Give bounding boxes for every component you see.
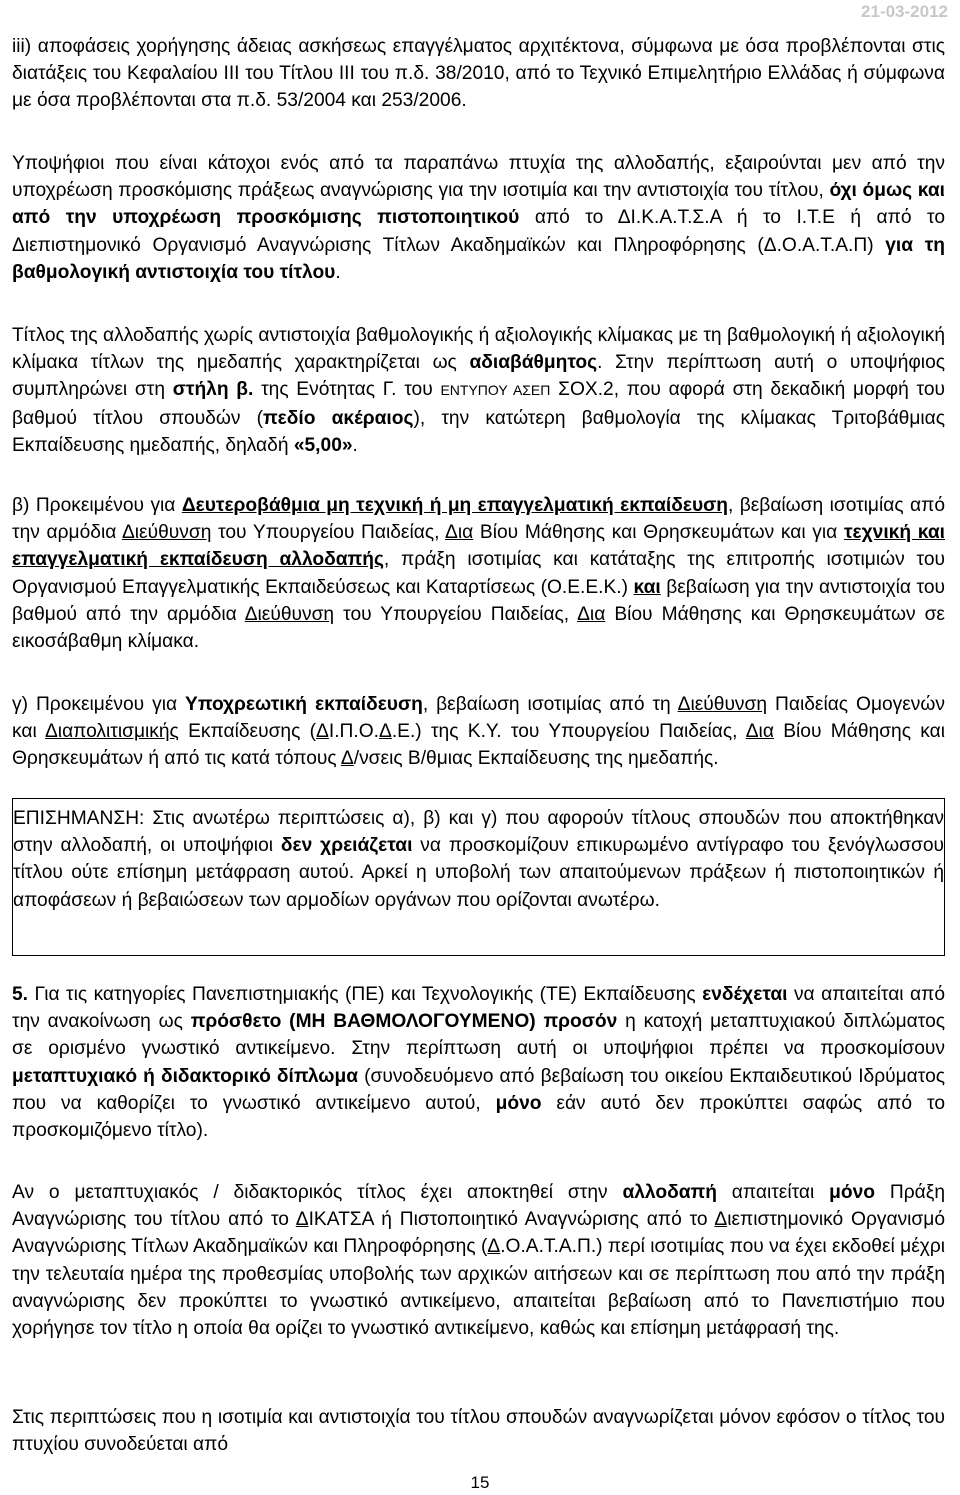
paragraph-equivalence-cases — [12, 1404, 945, 1458]
text-run: βεβαίωση για την αντιστοιχία του βαθμού από την αρμόδια — [12, 576, 946, 625]
text-run: Βίου Μάθησης και Θρησκευμάτων ή από τις κατά τόπους — [12, 721, 945, 770]
underline-run: Διεύθυνση — [121, 522, 212, 544]
bold-run: δεν χρειάζεται — [280, 835, 413, 857]
underline-run: Δ — [340, 748, 354, 770]
paragraph-ungraded-title — [12, 322, 945, 459]
bold-run: πεδίο ακέραιος — [262, 407, 414, 429]
page-number: 15 — [470, 1473, 490, 1492]
paragraph-foreign-postgraduate — [12, 1179, 945, 1342]
section-number: 5. — [12, 984, 29, 1005]
text-run: , βεβαίωση ισοτιμίας από τη — [422, 694, 678, 715]
text-run: , βεβαίωση ισοτιμίας από την αρμόδια — [12, 495, 945, 544]
bold-run: όχι όμως και από την υποχρέωση προσκόμισης πιστοποιητικού — [12, 180, 945, 229]
text-run: Παιδείας Ομογενών και — [12, 694, 945, 743]
bold-run: «5,00» — [293, 434, 353, 456]
bold-run: μεταπτυχιακό ή διδακτορικό δίπλωμα — [12, 1065, 359, 1087]
text-run: Ι.Π.Ο. — [328, 721, 379, 743]
bold-run: αλλοδαπή — [622, 1182, 717, 1203]
text-run: ιεπιστημονικό Οργανισμό Αναγνώρισης Τίτλων Ακαδημαϊκών και Πληροφόρησης ( — [12, 1209, 946, 1258]
underline-run: Δ — [316, 721, 329, 743]
text-run: η κατοχή μεταπτυχιακού διπλώματος σε ορισμένο γνωστικό αντικείμενο. Στην περίπτωση αυτή οι υποψήφιοι πρέπει να προσκομίσουν — [12, 1011, 946, 1060]
notice-box — [12, 798, 945, 956]
text-run: /νσεις Β/θμιας Εκπαίδευσης της ημεδαπής. — [353, 748, 719, 770]
bold-run: αδιαβάθμητος — [469, 352, 598, 374]
bold-underline-run: Δευτεροβάθμια μη τεχνική ή μη επαγγελματική εκπαίδευση — [181, 495, 728, 516]
text-run: της Ενότητας Γ. του — [253, 379, 441, 401]
bold-run: για τη βαθμολογική αντιστοιχία του τίτλου — [12, 234, 945, 283]
bold-run: ενδέχεται — [702, 984, 788, 1005]
text-run: να απαιτείται από την ανακοίνωση ως — [12, 984, 946, 1033]
text-run: ΙΚΑΤΣΑ ή Πιστοποιητικό Αναγνώρισης από το — [308, 1209, 715, 1231]
text-run: Υποψήφιοι που είναι κάτοχοι ενός από τα παραπάνω πτυχία της αλλοδαπής, εξαιρούνται μεν από την υποχρέωση προσκόμισης πράξεως αναγνώρισης για την ισοτιμία και την αντιστοιχία του τίτλου, — [12, 153, 945, 202]
underline-run: Διεύθυνση — [244, 603, 335, 625]
text-run: , πράξη ισοτιμίας και κατάταξης της επιτροπής ισοτιμιών του Οργανισμού Επαγγελματικής Εκπαιδεύσεως και Καταρτίσεως (Ο.Ε.Ε.Κ.) — [12, 549, 945, 598]
text-run: απαιτείται — [716, 1182, 830, 1203]
text-run: Αν ο μεταπτυχιακός / διδακτορικός τίτλος έχει αποκτηθεί στην — [12, 1182, 623, 1203]
underline-run: Δ — [487, 1236, 501, 1258]
text-run: του Υπουργείου Παιδείας, — [334, 603, 578, 625]
underline-run: Δια — [745, 721, 774, 743]
paragraph-iii — [12, 33, 945, 115]
text-run: Πράξη Αναγνώρισης του τίτλου από το — [12, 1182, 945, 1231]
bold-run: πρόσθετο (ΜΗ ΒΑΘΜΟΛΟΓΟΥΜΕΝΟ) προσόν — [190, 1011, 618, 1033]
text-run: β) Προκειμένου για — [12, 495, 182, 516]
paragraph-text: iii) αποφάσεις χορήγησης άδειας ασκήσεως επαγγέλματος αρχιτέκτονα, σύμφωνα με όσα προβλέπονται στις διατάξεις του Κεφαλαίου ΙΙΙ του Τίτλου ΙΙΙ του π.δ. 38/2010, από το Τεχνικό Επιμελητήριο Ελλάδας ή σύμφωνα με όσα προβλέπονται στα π.δ. 53/2004 και 253/2006. — [12, 36, 945, 112]
underline-run: Δ — [295, 1209, 309, 1231]
header-date: 21-03-2012 — [861, 2, 948, 21]
text-run: . Στην περίπτωση αυτή ο υποψήφιος συμπληρώνει στη — [12, 352, 945, 401]
paragraph-candidates-foreign — [12, 150, 945, 286]
bold-run: στήλη β. — [172, 379, 254, 401]
text-run: . — [335, 261, 341, 283]
text-run: Βίου Μάθησης και Θρησκευμάτων σε εικοσάβαθμη κλίμακα. — [12, 603, 945, 653]
bold-run: μόνο — [829, 1182, 875, 1203]
underline-run: Διεύθυνση — [677, 694, 768, 715]
text-run: εάν αυτό δεν προκύπτει σαφώς από το προσκομιζόμενο τίτλο). — [12, 1092, 946, 1142]
text-run: ΕΠΙΣΗΜΑΝΣΗ: Στις ανωτέρω περιπτώσεις α), β) και γ) που αφορούν τίτλους σπουδών που αποκτήθηκαν στην αλλοδαπή, οι υποψήφιοι — [13, 808, 944, 857]
text-run: Εκπαίδευσης ( — [178, 721, 317, 743]
text-run: ΔΙ.Κ.Α.Τ.Σ.Α ή το Ι.Τ.Ε ή από το Διεπιστημονικό Οργανισμό Αναγνώρισης Τίτλων Ακαδημαϊκών και Πληροφόρησης (Δ.Ο.Α.Τ.Α.Π) — [12, 207, 945, 256]
text-run: Βίου Μάθησης και Θρησκευμάτων και για — [473, 522, 844, 544]
text-run: ΣΟΧ.2, που αφορά στη δεκαδική μορφή του βαθμού τίτλου σπουδών ( — [12, 379, 945, 429]
text-run: του Υπουργείου Παιδείας, — [211, 522, 446, 544]
underline-run: Δια — [577, 603, 606, 625]
text-run: ), την κατώτερη βαθμολογία της κλίμακας Τριτοβάθμιας Εκπαίδευσης ημεδαπής, δηλαδή — [12, 407, 945, 456]
underline-run: Διαπολιτισμικής — [44, 721, 179, 743]
text-run: .Ε.) της Κ.Υ. του Υπουργείου Παιδείας, — [391, 721, 746, 743]
text-run: . — [352, 434, 358, 456]
notice-text — [13, 805, 944, 914]
bold-run: μόνο — [495, 1092, 542, 1114]
underline-run: Δια — [445, 522, 474, 544]
text-run: (συνοδευόμενο από βεβαίωση του οικείου Εκπαιδευτικού Ιδρύματος που να καθορίζει το γνωστικό αντικείμενο αυτού, — [12, 1065, 946, 1114]
paragraph-compulsory-education — [12, 691, 945, 773]
bold-run: Υποχρεωτική εκπαίδευση — [185, 694, 423, 715]
text-run: Στις περιπτώσεις που η ισοτιμία και αντιστοιχία του τίτλου σπουδών αναγνωρίζεται μόνον εφόσον ο τίτλος του πτυχίου συνοδεύεται από — [12, 1407, 945, 1456]
underline-run: Δ — [378, 721, 392, 743]
paragraph-5-postgraduate — [12, 981, 945, 1144]
bold-underline-run: τεχνική και επαγγελματική εκπαίδευση αλλοδαπής — [12, 522, 945, 571]
bold-underline-run: και — [633, 576, 661, 598]
text-run: Για τις κατηγορίες Πανεπιστημιακής (ΠΕ) και Τεχνολογικής (ΤΕ) Εκπαίδευσης — [28, 984, 703, 1005]
text-run: Τίτλος της αλλοδαπής χωρίς αντιστοιχία βαθμολογικής ή αξιολογικής κλίμακας με τη βαθμολογική ή αξιολογική κλίμακα τίτλων της ημεδαπής χαρακτηρίζεται ως — [12, 325, 945, 374]
paragraph-secondary-education — [12, 492, 945, 655]
text-run: από το — [519, 207, 618, 229]
text-run: γ) Προκειμένου για — [12, 694, 186, 715]
text-run: να προσκομίζουν επικυρωμένο αντίγραφο του ξενόγλωσσου τίτλου ούτε επίσημη μετάφραση αυτού. Αρκεί η υποβολή των απαιτούμενων πράξεων ή πιστοποιητικών ή αποφάσεων ή βεβαιώσεων των αρμοδίων οργάνων που ορίζονται ανωτέρω. — [13, 835, 944, 911]
underline-run: Δ — [714, 1209, 728, 1231]
text-run: .Ο.Α.Τ.Α.Π.) περί ισοτιμίας που να έχει εκδοθεί μέχρι την τελευταία ημέρα της προθεσμίας υποβολής των αρχικών αιτήσεων και σε περίπτωση που από την πράξη αναγνώρισης δεν προκύπτει το γνωστικό αντικείμενο, απαιτείται βεβαίωση από το Πανεπιστήμιο που χορήγησε τον τίτλο η οποία θα ορίζει το γνωστικό αντικείμενο, καθώς και επίσημη μετάφρασή της. — [12, 1236, 945, 1340]
form-name: ΕΝΤΥΠΟΥ ΑΣΕΠ — [440, 382, 551, 399]
